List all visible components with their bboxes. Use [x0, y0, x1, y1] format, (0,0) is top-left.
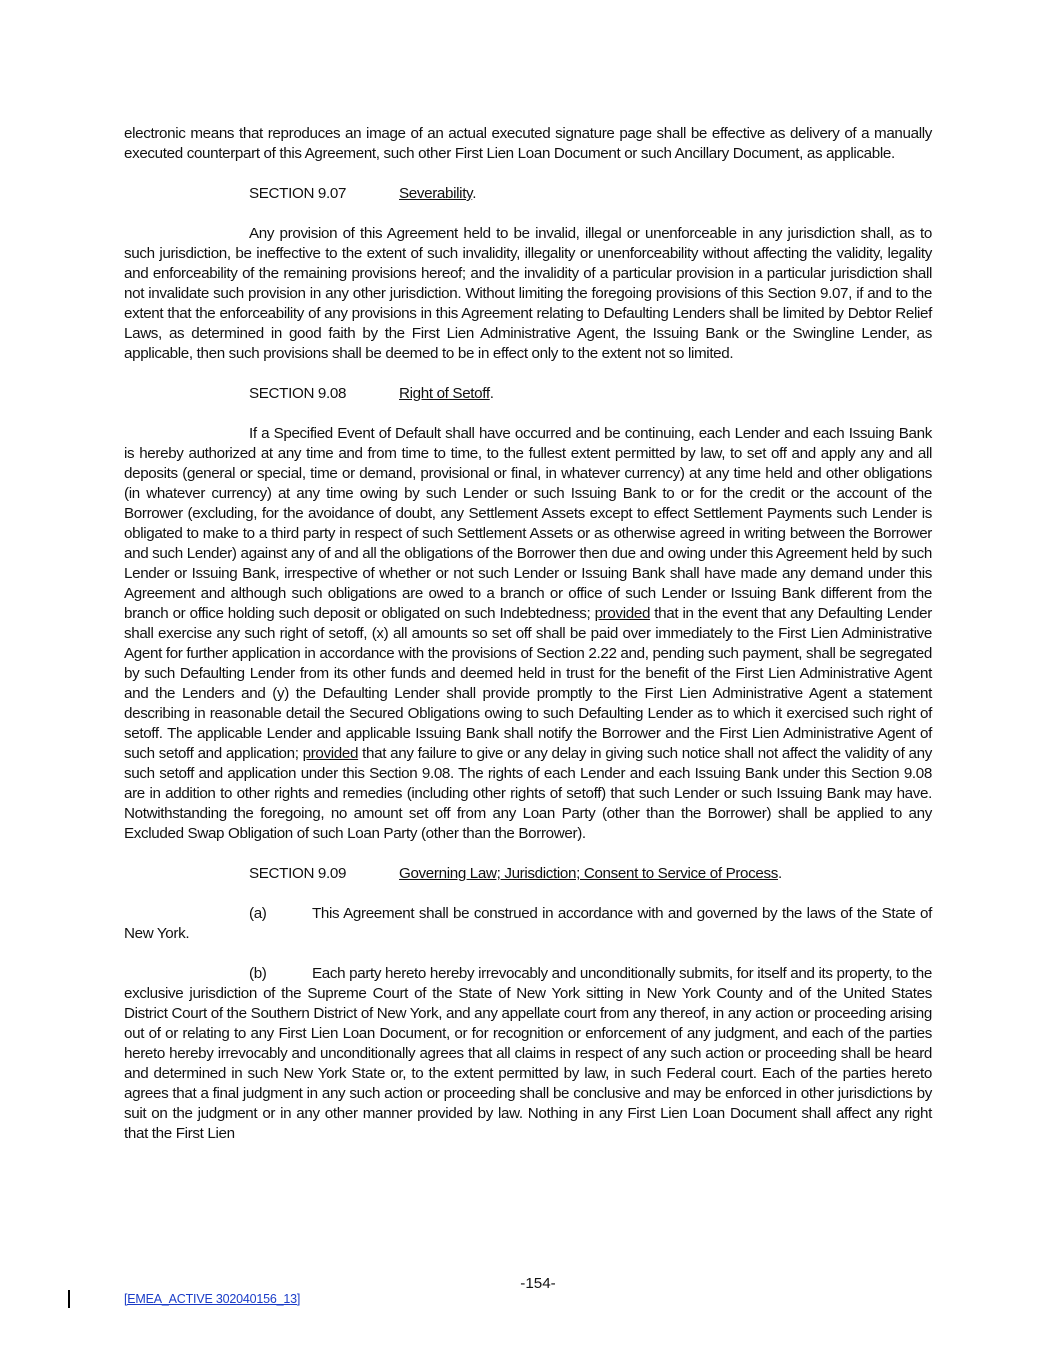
section-number: SECTION 9.08 — [249, 385, 347, 402]
section-title: Severability — [399, 185, 473, 202]
document-id-link[interactable]: [EMEA_ACTIVE 302040156_13] — [124, 1292, 301, 1306]
provided-term: provided — [594, 605, 651, 622]
clause-b — [124, 964, 932, 1144]
text-run: that any failure to give or any delay in giving such notice shall not affect the validity of any such setoff and application under this Section 9.08. The rights of each Lender and each Issuing Bank under this Section 9.08 are in addition to other rights and remedies (including other rights of setoff) that such Lender or such Issuing Bank may have. Notwithstanding the foregoing, no amount set off from any Loan Party (other than the Borrower) shall be applied to any Excluded Swap Obligation of such Loan Party (other than the Borrower). — [124, 745, 932, 842]
document-body — [124, 124, 932, 1164]
text-run: that in the event that any Defaulting Lender shall exercise any such right of setoff, (x) all amounts so set off shall be paid over immediately to the First Lien Administrative Agent for further application in accordance with the provisions of Section 2.22 and, pending such payment, shall be segregated by such Defaulting Lender from its other funds and deemed held in trust for the benefit of the First Lien Administrative Agent and the Lenders and (y) the Defaulting Lender shall provide promptly to the First Lien Administrative Agent a statement describing in reasonable detail the Secured Obligations owing to such Defaulting Lender as to which it exercised such right of setoff. The applicable Lender and applicable Issuing Bank shall notify the Borrower and the First Lien Administrative Agent of such setoff and application; — [124, 605, 932, 762]
clause-label: (a) — [249, 905, 267, 922]
provided-term: provided — [302, 745, 359, 762]
section-9-09-heading: SECTION 9.09 Governing Law; Jurisdiction; Consent to Service of Process. — [249, 865, 782, 882]
section-title: Governing Law; Jurisdiction; Consent to Service of Process — [399, 865, 778, 882]
section-9-07-body: Any provision of this Agreement held to be invalid, illegal or unenforceable in any jurisdiction shall, as to such jurisdiction, be ineffective to the extent of such invalidity, illegality or unenforceability without affecting the validity, legality and enforceability of the remaining provisions hereof; and the invalidity of a particular provision in a particular jurisdiction shall not invalidate such provision in any other jurisdiction. Without limiting the foregoing provisions of this Section 9.07, if and to the extent that the enforceability of any provisions in this Agreement relating to Defaulting Lenders shall be limited by Debtor Relief Laws, as determined in good faith by the First Lien Administrative Agent, the Issuing Bank or the Swingline Lender, as applicable, then such provisions shall be deemed to be in effect only to the extent not so limited. — [124, 225, 932, 362]
section-9-08-heading: SECTION 9.08 Right of Setoff. — [249, 385, 494, 402]
section-9-07-heading: SECTION 9.07 Severability. — [249, 185, 477, 202]
clause-a — [124, 904, 932, 944]
section-title: Right of Setoff — [399, 385, 490, 402]
revision-bar — [68, 1290, 70, 1308]
clause-text: Each party hereto hereby irrevocably and unconditionally submits, for itself and its property, to the exclusive jurisdiction of the Supreme Court of the State of New York sitting in New York County and of the United States District Court of the Southern District of New York, and any appellate court from any thereof, in any action or proceeding arising out of or relating to any First Lien Loan Document, or for recognition or enforcement of any judgment, and each of the parties hereto hereby irrevocably and unconditionally agrees that all claims in respect of any such action or proceeding shall be heard and determined in such New York State or, to the extent permitted by law, in such Federal court. Each of the parties hereto agrees that a final judgment in any such action or proceeding shall be conclusive and may be enforced in other jurisdictions by suit on the judgment or in any other manner provided by law. Nothing in any First Lien Loan Document shall affect any right that the First Lien — [124, 965, 932, 1142]
clause-label: (b) — [249, 965, 267, 982]
section-number: SECTION 9.07 — [249, 185, 347, 202]
text-run: If a Specified Event of Default shall have occurred and be continuing, each Lender and each Issuing Bank is hereby authorized at any time and from time to time, to the fullest extent permitted by law, to set off and apply any and all deposits (general or special, time or demand, provisional or final, in whatever currency) at any time held and other obligations (in whatever currency) at any time owing by such Lender or such Issuing Bank to or for the credit or the account of the Borrower (excluding, for the avoidance of doubt, any Settlement Assets except to effect Settlement Payments such Lender is obligated to make to a third party in respect of such Settlement Assets or as otherwise agreed in writing between the Borrower and such Lender) against any of and all the obligations of the Borrower then due and owing under this Agreement held by such Lender or Issuing Bank, irrespective of whether or not such Lender or Issuing Bank shall have made any demand under this Agreement and although such obligations are owed to a branch or office of such Lender or Issuing Bank different from the branch or office holding such deposit or obligated on such Indebtedness; — [124, 425, 932, 622]
clause-text: This Agreement shall be construed in accordance with and governed by the laws of the State of New York. — [124, 905, 932, 942]
section-9-08-body — [124, 424, 932, 844]
paragraph-continued: electronic means that reproduces an image of an actual executed signature page shall be effective as delivery of a manually executed counterpart of this Agreement, such other First Lien Loan Document or such Ancillary Document, as applicable. — [124, 125, 932, 162]
section-number: SECTION 9.09 — [249, 865, 347, 882]
page-number: -154- — [520, 1275, 556, 1292]
